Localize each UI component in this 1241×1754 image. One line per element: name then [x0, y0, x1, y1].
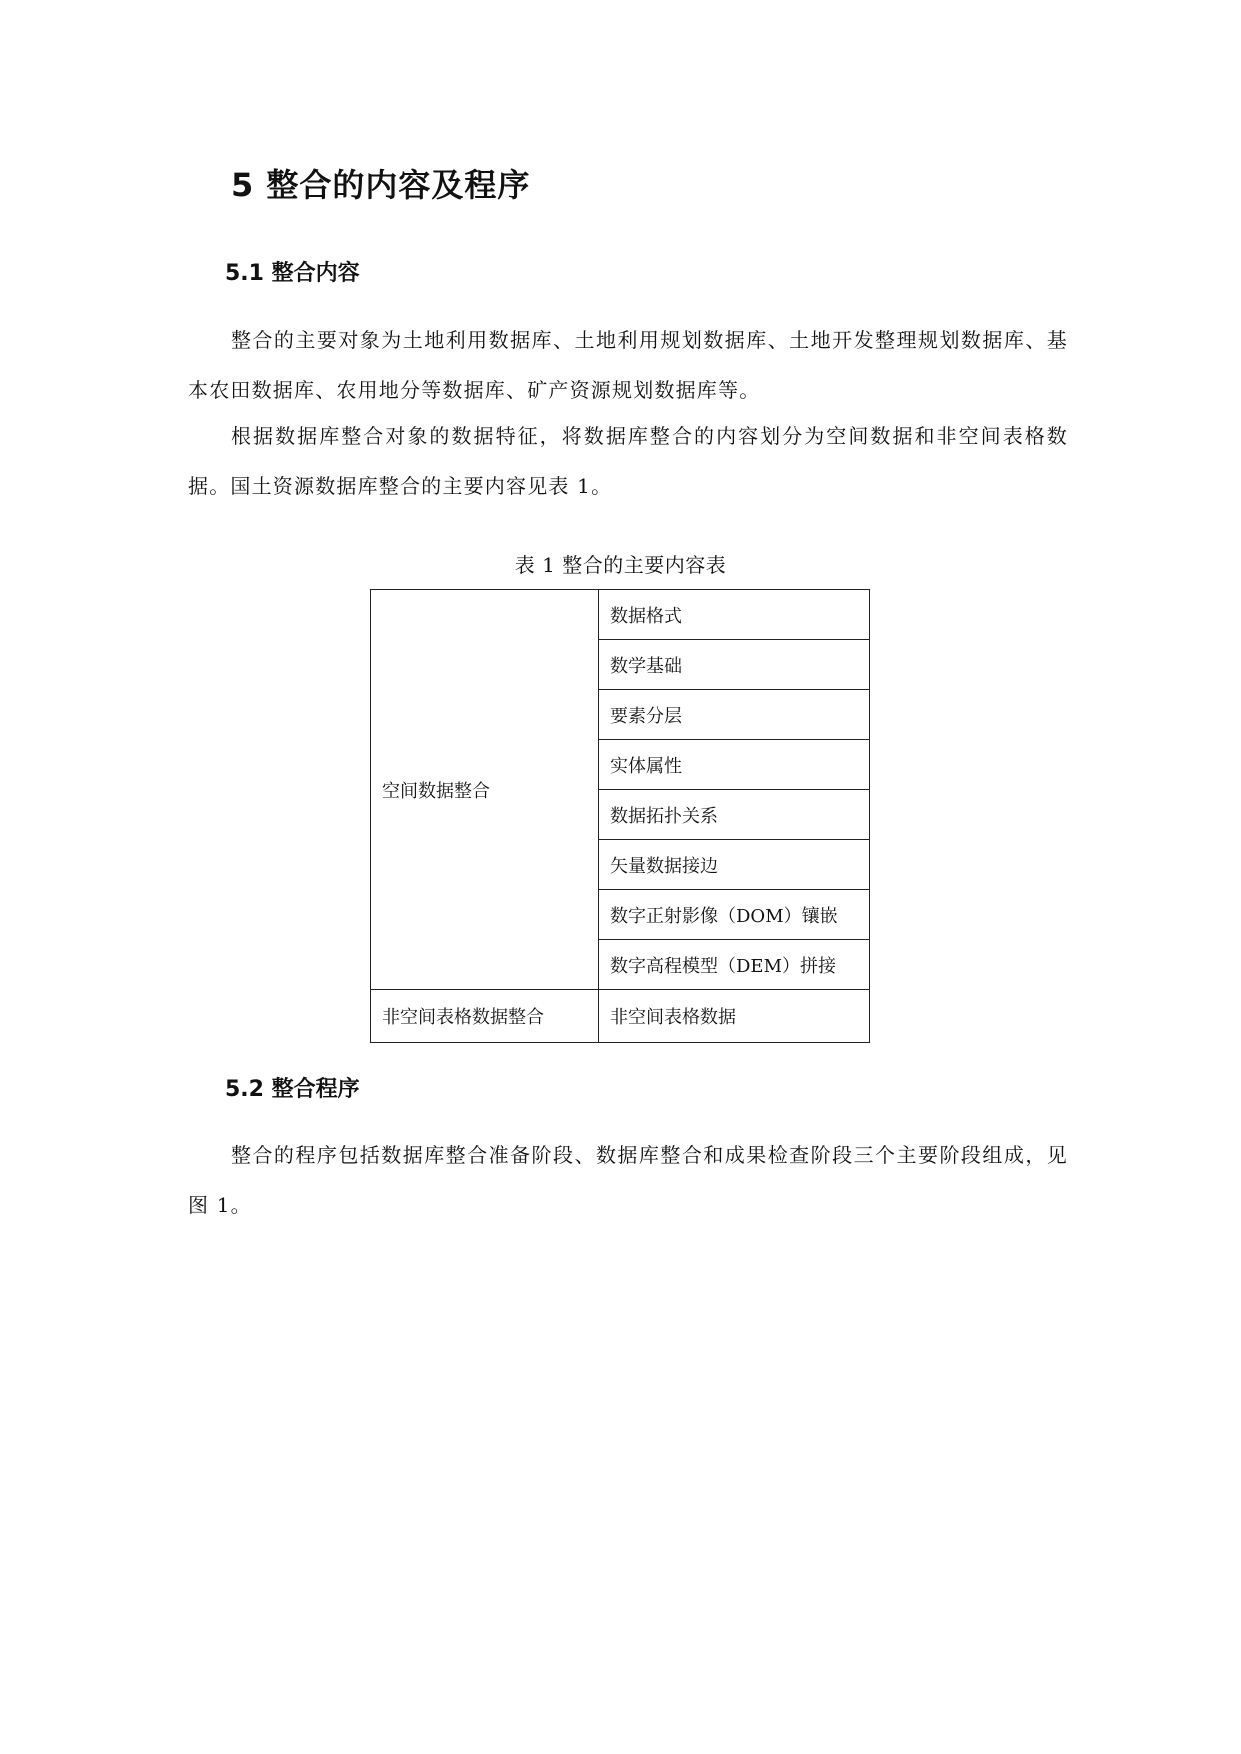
table-item-cell: 数字高程模型（DEM）拼接 [599, 940, 870, 990]
table-item-cell: 数据拓扑关系 [599, 790, 870, 840]
table-category-cell: 非空间表格数据整合 [371, 990, 599, 1043]
subsection-title-content: 5.1 整合内容 [225, 261, 360, 286]
table-item-cell: 矢量数据接边 [599, 840, 870, 890]
content-table [370, 589, 870, 1043]
paragraph-objects: 整合的主要对象为土地利用数据库、土地利用规划数据库、土地开发整理规划数据库、基本农田数据库、农用地分等数据库、矿产资源规划数据库等。 [188, 328, 1068, 402]
section-title: 5 整合的内容及程序 [231, 166, 531, 204]
subsection-title-procedure: 5.2 整合程序 [225, 1077, 360, 1102]
table-item-cell: 数学基础 [599, 640, 870, 690]
table-item-cell: 数字正射影像（DOM）镶嵌 [599, 890, 870, 940]
table-item-cell: 实体属性 [599, 740, 870, 790]
paragraph-features: 根据数据库整合对象的数据特征，将数据库整合的内容划分为空间数据和非空间表格数据。国土资源数据库整合的主要内容见表 1。 [188, 424, 1068, 498]
table-item-cell: 数据格式 [599, 590, 870, 640]
table-row [371, 990, 870, 1043]
table-row [371, 590, 870, 640]
table-item-cell: 要素分层 [599, 690, 870, 740]
table-caption: 表 1 整合的主要内容表 [514, 553, 727, 577]
table-item-cell: 非空间表格数据 [599, 990, 870, 1043]
paragraph-procedure: 整合的程序包括数据库整合准备阶段、数据库整合和成果检查阶段三个主要阶段组成，见图 1。 [188, 1143, 1068, 1217]
table-category-cell: 空间数据整合 [371, 590, 599, 990]
